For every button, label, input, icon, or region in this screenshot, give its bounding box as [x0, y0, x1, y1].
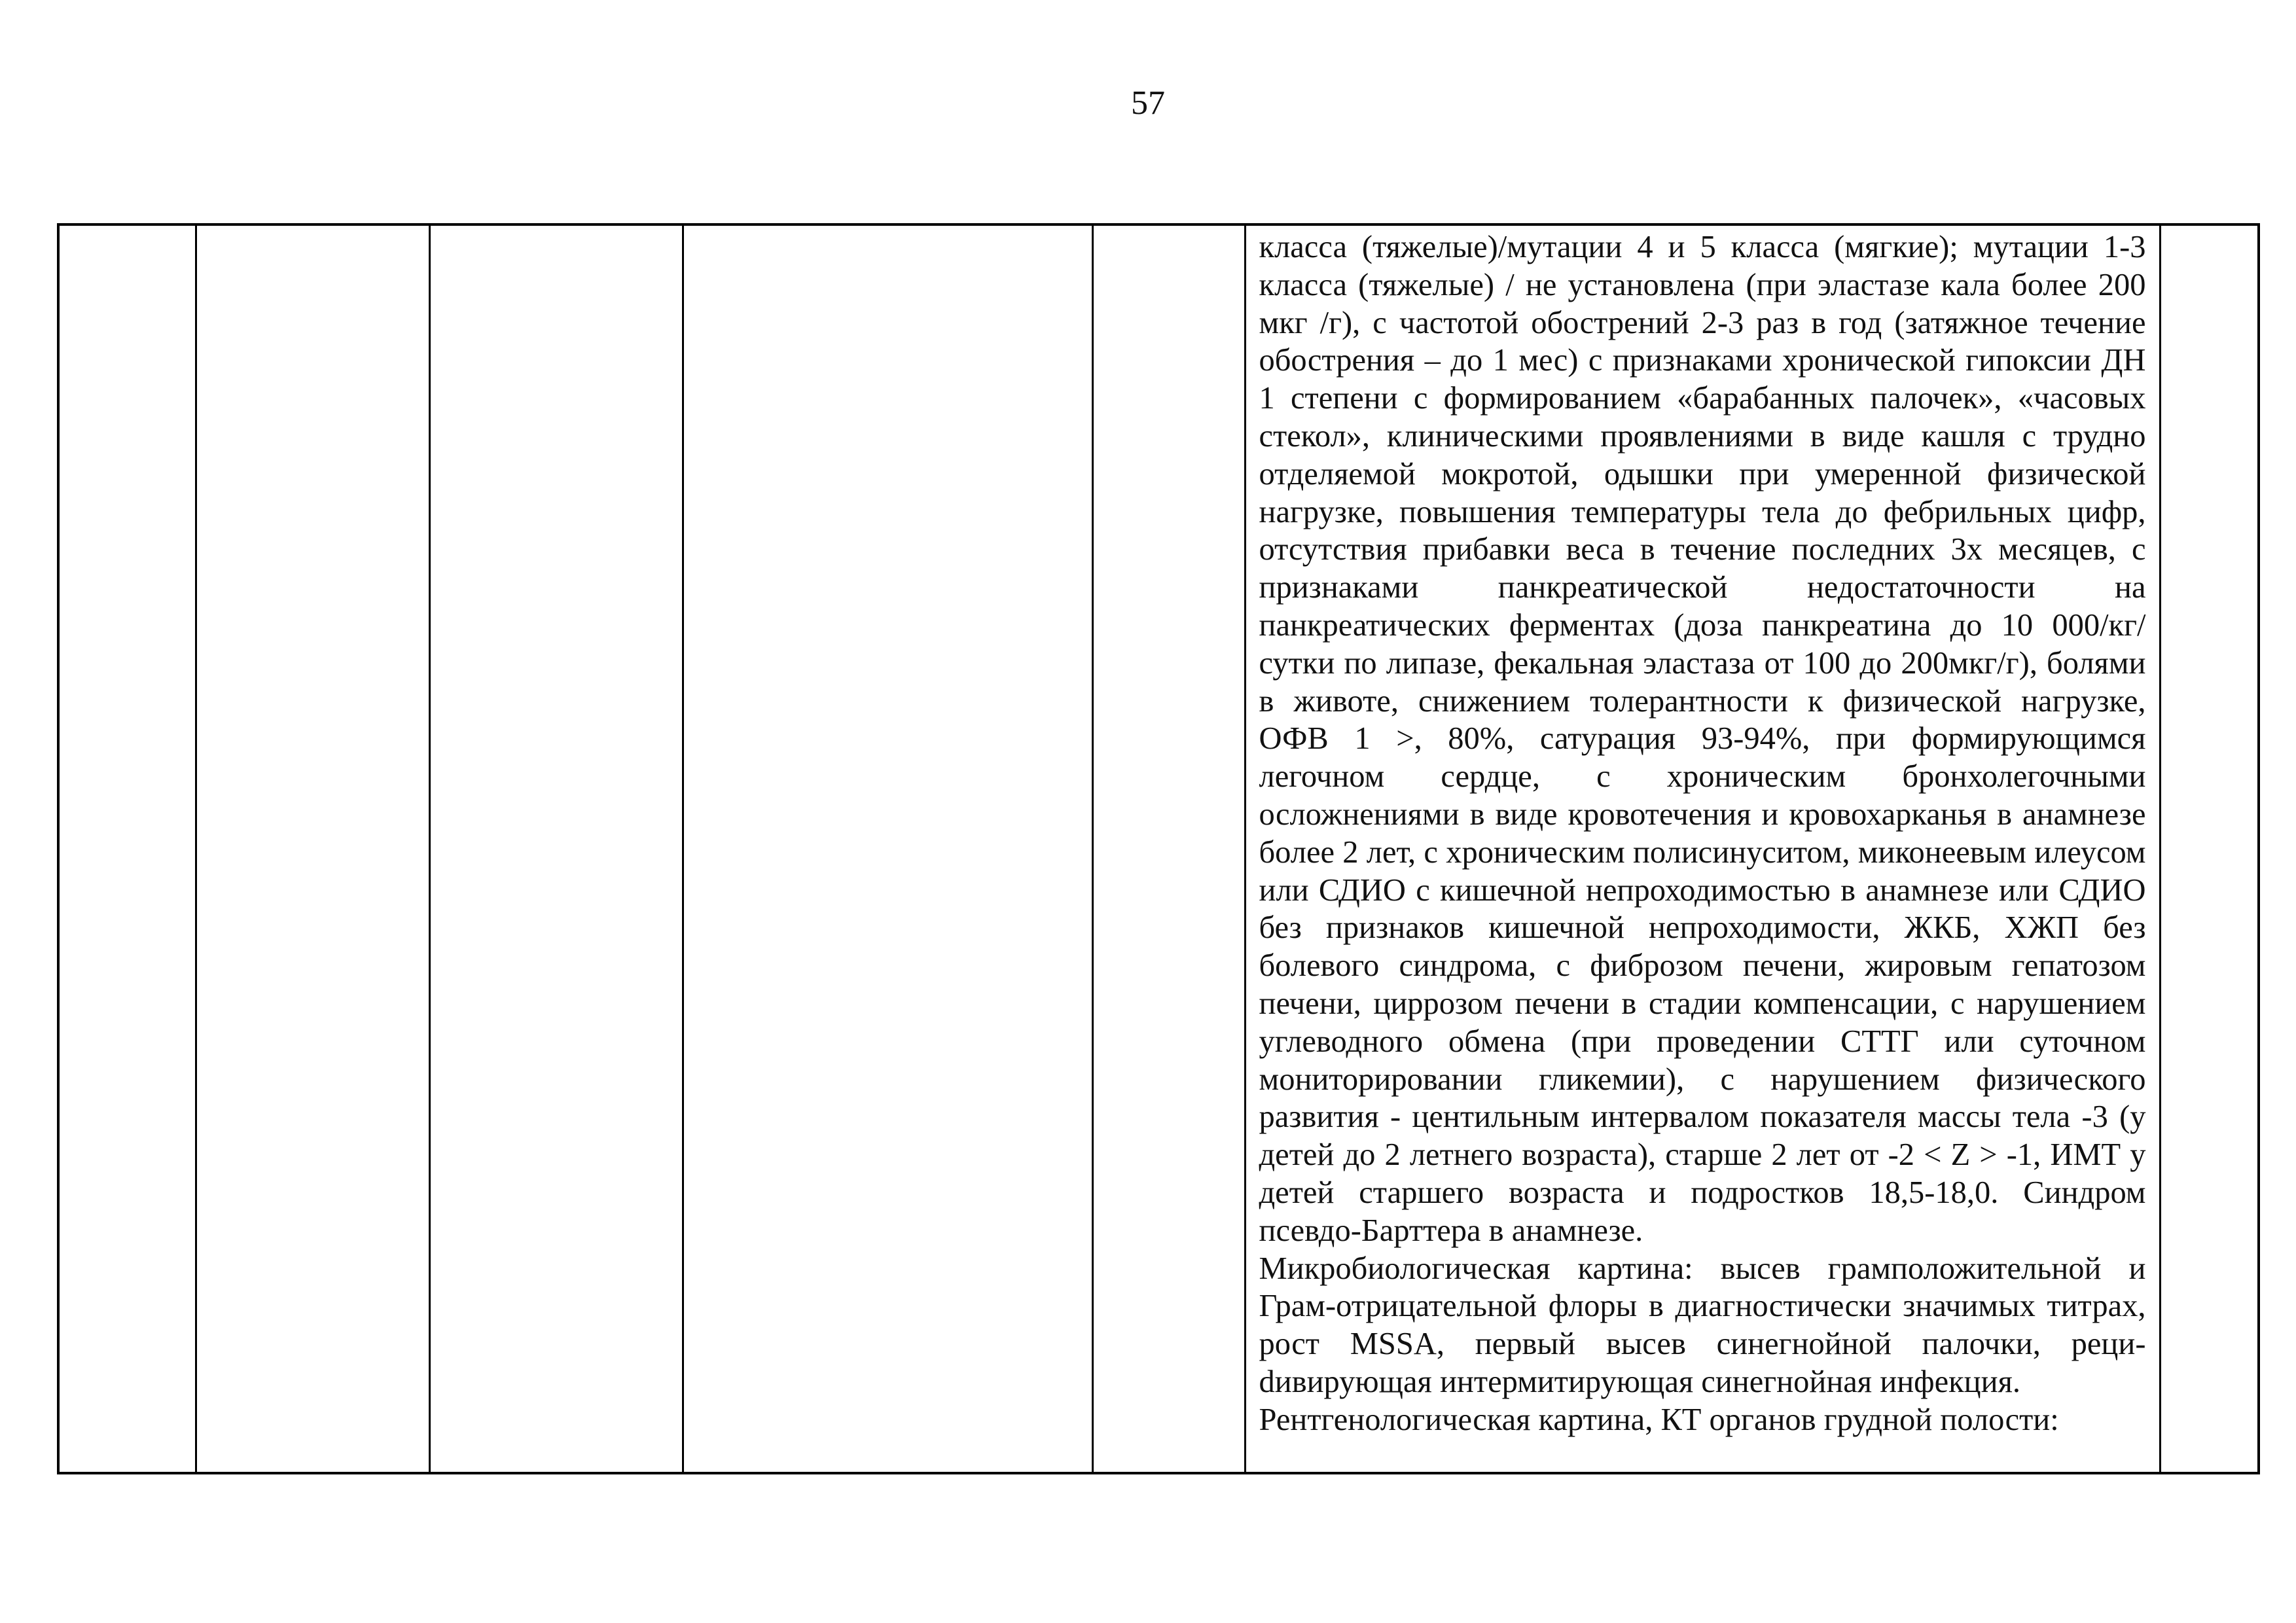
radiology-paragraph: Рентгенологическая картина, КТ органов грудной полости:	[1259, 1402, 2059, 1437]
table-cell-2	[196, 224, 429, 1473]
table-cell-5	[1092, 224, 1245, 1473]
table-cell-7	[2160, 224, 2259, 1473]
table-cell-3	[429, 224, 683, 1473]
table-cell-description	[1245, 224, 2160, 1473]
continuation-table	[57, 223, 2260, 1474]
table-cell-4	[683, 224, 1092, 1473]
clinical-description-paragraph: класса (тяжелые)/мутации 4 и 5 класса (мягкие); мутации 1-3 класса (тяжелые) / не установлена (при эластазе кала более 200 мкг /г), с частотой обострений 2-3 раз в год (затяжное течение обострения – до 1 мес) с признаками хронической гипоксии ДН 1 степени с формированием «барабанных палочек», «часовых стекол», клиническими проявлениями в виде кашля с трудно отделяемой мокротой, одышки при умеренной физической нагрузке, повышения температуры тела до фебрильных цифр, отсутствия прибавки веса в течение последних 3х месяцев, с признаками панкреатической недостаточности на панкреатических ферментах (доза панкреатина до 10 000/кг/сутки по липазе, фекальная эластаза от 100 до 200мкг/г), болями в животе, снижением толерантности к физической нагрузке, ОФВ 1 >, 80%, сатурация 93-94%, при формирующимся легочном сердце, с хроническим бронхолегочными осложнениями в виде кровотечения и кровохарканья в анамнезе более 2 лет, с хроническим полисинуситом, миконеевым илеусом или СДИО с кишечной непроходимостью в анамнезе или СДИО без признаков кишечной непроходимости, ЖКБ, ХЖП без болевого синдрома, с фиброзом печени, жировым гепатозом печени, циррозом печени в стадии компенсации, с нарушением углеводного обмена (при проведении СТТГ или суточном мониторировании гликемии), с нарушением физического развития - центильным интервалом показателя массы тела -3 (у детей до 2 летнего возраста), старше 2 лет от -2 < Z > -1, ИМТ у детей старшего возраста и подростков 18,5-18,0. Синдром псевдо-Барттера в анамнезе.	[1259, 230, 2146, 1248]
table-cell-1	[58, 224, 196, 1473]
table-row	[58, 224, 2259, 1473]
page-number: 57	[1131, 84, 1165, 122]
microbiology-paragraph: Микробиологическая картина: высев грамположительной и Грам-отрицательной флоры в диагностически значимых титрах, рост MSSA, первый высев синегнойной палочки, рециdивирующая интермитирующая синегнойная инфекция.	[1259, 1251, 2146, 1399]
